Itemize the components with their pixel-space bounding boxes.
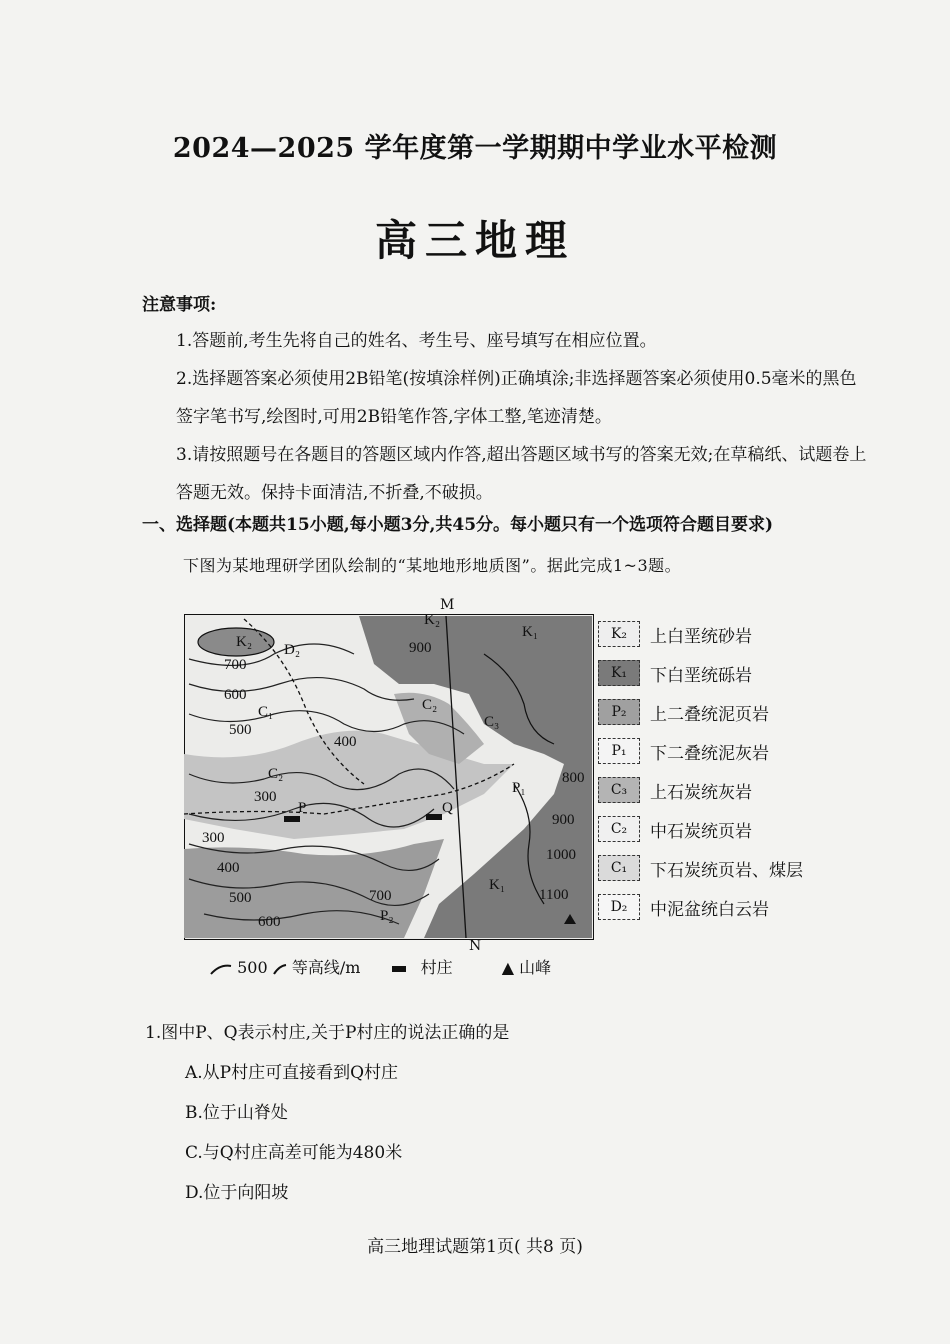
point-m-label: M [440, 597, 455, 613]
question-1-option-c: C.与Q村庄高差可能为480米 [185, 1143, 403, 1163]
village-key-label: 村庄 [420, 958, 453, 977]
rock-code: P₂ [380, 908, 394, 924]
geologic-map [184, 614, 594, 940]
geologic-map-svg [184, 614, 594, 940]
rock-code: D₂ [284, 642, 301, 658]
point-n-label: N [469, 938, 482, 954]
rock-code: C₃ [484, 714, 500, 730]
subject-title: 高三地理 [374, 216, 575, 265]
section-title: 一、选择题(本题共15小题,每小题3分,共45分。每小题只有一个选项符合题目要求) [142, 515, 774, 535]
contour-label: 1100 [539, 887, 569, 903]
contour-line-icon [273, 962, 287, 976]
notice-rule-2: 2.选择题答案必须使用2B铅笔(按填涂样例)正确填涂;非选择题答案必须使用0.5毫米的黑色签字笔书写,绘图时,可用2B铅笔作答,字体工整,笔迹清楚。 [176, 369, 857, 427]
notice-heading: 注意事项: [142, 295, 217, 315]
question-1-option-d: D.位于向阳坡 [185, 1183, 289, 1203]
contour-label: 600 [224, 687, 247, 703]
village-q-label: Q [442, 800, 453, 816]
contour-label: 700 [224, 657, 247, 673]
village-p-marker [284, 816, 300, 822]
contour-label: 700 [369, 888, 392, 904]
map-key [210, 955, 551, 978]
contour-label: 900 [552, 812, 575, 828]
notice-rule-1: 1.答题前,考生先将自己的姓名、考生号、座号填写在相应位置。 [176, 331, 657, 351]
contour-label: 600 [258, 914, 281, 930]
contour-key-value: 500 [237, 958, 268, 977]
contour-label: 800 [562, 770, 585, 786]
contour-label: 500 [229, 890, 252, 906]
rock-code: P₁ [512, 780, 526, 796]
question-1-option-a: A.从P村庄可直接看到Q村庄 [185, 1063, 399, 1083]
rock-code: C₂ [422, 697, 438, 713]
page-footer: 高三地理试题第1页( 共8 页) [367, 1237, 583, 1257]
contour-label: 300 [254, 789, 277, 805]
contour-label: 300 [202, 830, 225, 846]
rock-code: K₂ [424, 614, 441, 628]
village-p-label: P [298, 800, 307, 816]
contour-label: 900 [409, 640, 432, 656]
contour-label: 400 [217, 860, 240, 876]
rock-code: K₁ [489, 877, 506, 893]
contour-key-label: 等高线/m [291, 958, 361, 977]
peak-key-icon: ▲ [501, 958, 515, 977]
contour-label: 1000 [546, 847, 576, 863]
rock-code: C₂ [268, 766, 284, 782]
rock-code: K₂ [236, 634, 253, 650]
rock-code: K₁ [522, 624, 539, 640]
question-1-option-b: B.位于山脊处 [185, 1103, 288, 1123]
exam-title: 2024—2025 学年度第一学期期中学业水平检测 [172, 133, 778, 164]
rock-code: C₁ [258, 704, 274, 720]
village-q-marker [426, 814, 442, 820]
village-key-icon [392, 966, 406, 972]
notice-rule-3: 3.请按照题号在各题目的答题区域内作答,超出答题区域书写的答案无效;在草稿纸、试题卷上答题无效。保持卡面清洁,不折叠,不破损。 [176, 445, 867, 503]
contour-label: 400 [334, 734, 357, 750]
peak-key-label: 山峰 [519, 958, 552, 977]
contour-line-icon [210, 962, 232, 976]
section-intro: 下图为某地理研学团队绘制的“某地地形地质图”。据此完成1~3题。 [183, 556, 682, 575]
contour-label: 500 [229, 722, 252, 738]
question-1-stem: 1.图中P、Q表示村庄,关于P村庄的说法正确的是 [145, 1023, 510, 1043]
